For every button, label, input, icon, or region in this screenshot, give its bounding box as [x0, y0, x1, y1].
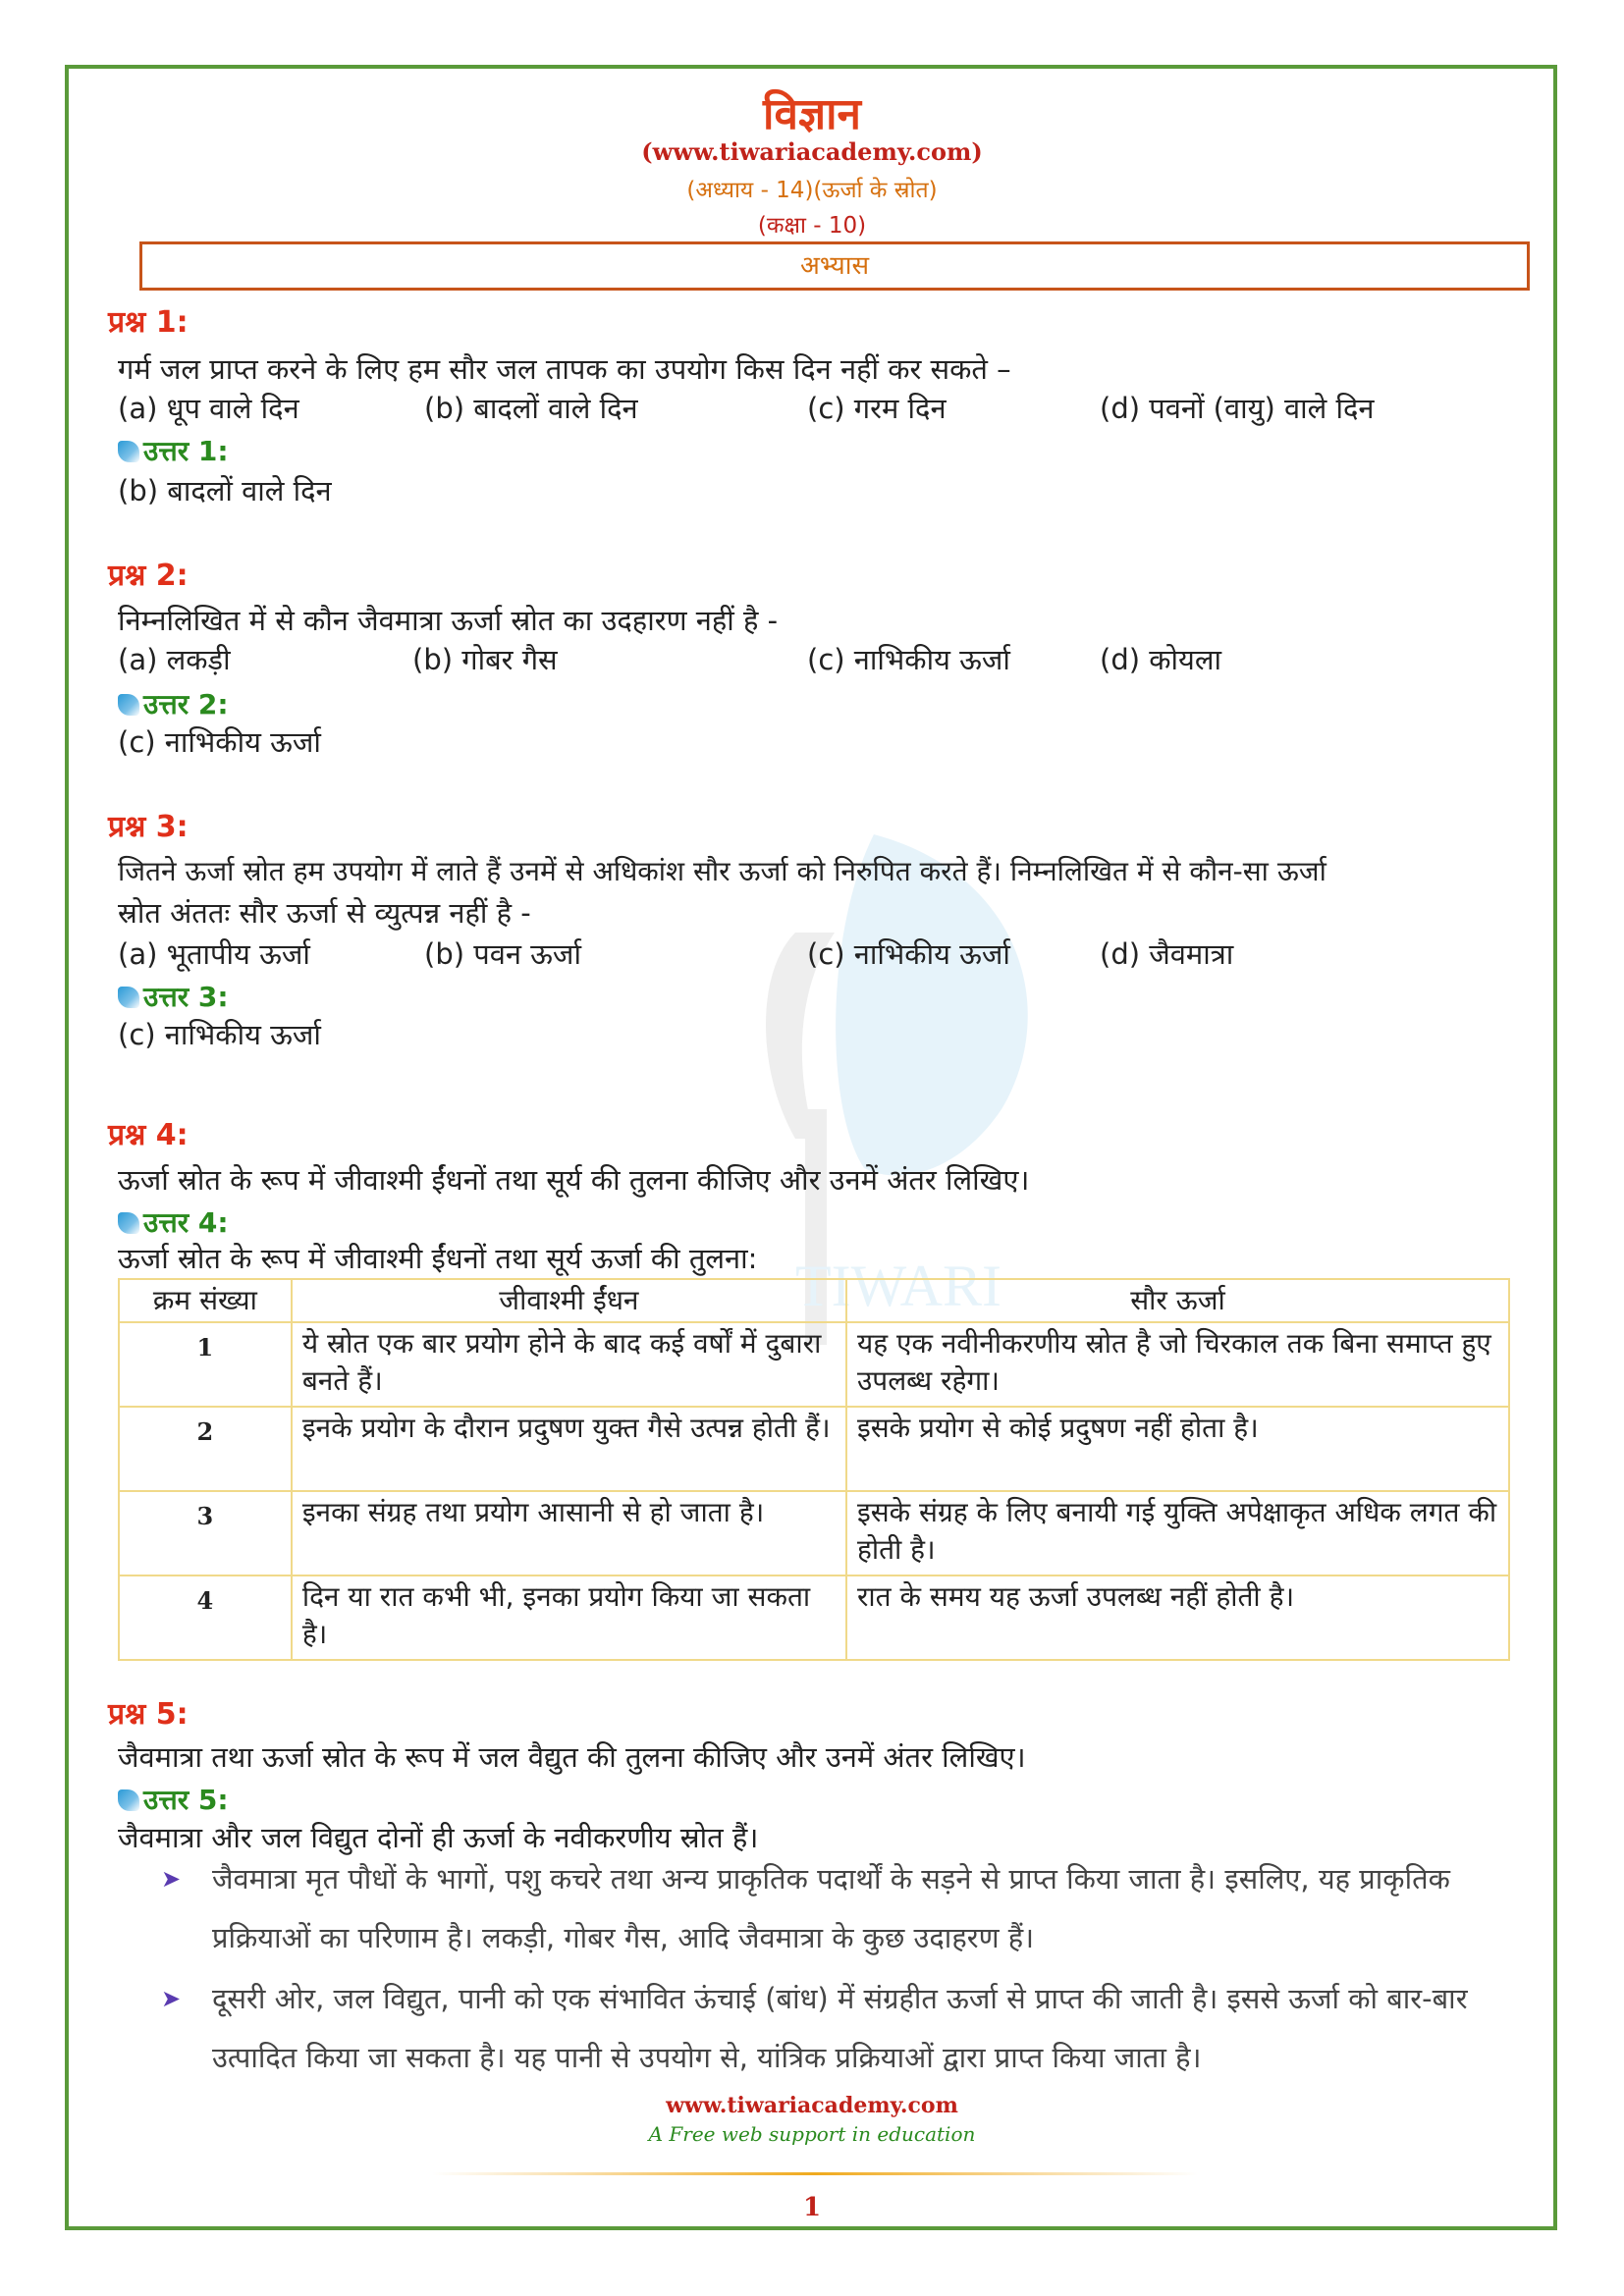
row-number: 1	[119, 1322, 292, 1407]
question-5-label: प्रश्न 5:	[108, 1697, 189, 1732]
q3-option-c: (c) नाभिकीय ऊर्जा	[807, 937, 1010, 971]
fossil-cell: ये स्रोत एक बार प्रयोग होने के बाद कई वर्षों में दुबारा बनते हैं।	[292, 1322, 846, 1407]
row-number: 4	[119, 1575, 292, 1660]
tiwari-logo-icon	[118, 1212, 139, 1234]
answer-1-label: उत्तर 1:	[118, 432, 229, 469]
table-header-row	[119, 1279, 1509, 1322]
q3-option-b: (b) पवन ऊर्जा	[424, 937, 581, 971]
fossil-cell: दिन या रात कभी भी, इनका प्रयोग किया जा सकता है।	[292, 1575, 846, 1660]
tiwari-logo-icon	[118, 987, 139, 1008]
q1-option-b: (b) बादलों वाले दिन	[424, 392, 638, 425]
solar-cell: इसके प्रयोग से कोई प्रदुषण नहीं होता है।	[846, 1407, 1509, 1491]
solar-cell: रात के समय यह ऊर्जा उपलब्ध नहीं होती है।	[846, 1575, 1509, 1660]
watermark-text: TIWARI	[795, 1254, 1001, 1318]
question-2-label: प्रश्न 2:	[108, 559, 189, 593]
answer-5-bullet: ➤ जैवमात्रा मृत पौधों के भागों, पशु कचरे तथा अन्य प्राकृतिक पदार्थों के सड़ने से प्राप्त किया जाता है। इसलिए, यह प्राकृतिक प्रक्रियाओं का परिणाम है। लकड़ी, गोबर गैस, आदि जैवमात्रा के कुछ उदाहरण हैं।	[165, 1849, 1540, 1967]
q3-option-a: (a) भूतापीय ऊर्जा	[118, 937, 310, 971]
q2-option-c: (c) नाभिकीय ऊर्जा	[807, 643, 1010, 676]
exercise-heading: अभ्यास	[139, 241, 1530, 291]
question-5-text: जैवमात्रा तथा ऊर्जा स्रोत के रूप में जल वैद्युत की तुलना कीजिए और उनमें अंतर लिखिए।	[118, 1740, 1026, 1774]
solar-cell: इसके संग्रह के लिए बनायी गई युक्ति अपेक्षाकृत अधिक लगत की होती है।	[846, 1491, 1509, 1575]
question-4-text: ऊर्जा स्रोत के रूप में जीवाश्मी ईंधनों तथा सूर्य की तुलना कीजिए और उनमें अंतर लिखिए।	[118, 1163, 1030, 1197]
q1-option-c: (c) गरम दिन	[807, 392, 947, 425]
answer-3-text: (c) नाभिकीय ऊर्जा	[118, 1018, 321, 1051]
tiwari-logo-icon	[118, 441, 139, 462]
table-row	[119, 1575, 1509, 1660]
answer-5-label: उत्तर 5:	[118, 1781, 229, 1818]
question-3-text-line1: जितने ऊर्जा स्रोत हम उपयोग में लाते हैं उनमें से अधिकांश सौर ऊर्जा को निरुपित करते हैं। निम्नलिखित में से कौन-सा ऊर्जा	[118, 855, 1326, 887]
page-number: 1	[802, 2193, 822, 2222]
question-1-label: प्रश्न 1:	[108, 305, 189, 340]
fossil-cell: इनके प्रयोग के दौरान प्रदुषण युक्त गैसे उत्पन्न होती हैं।	[292, 1407, 846, 1491]
question-1-text: गर्म जल प्राप्त करने के लिए हम सौर जल तापक का उपयोग किस दिन नहीं कर सकते –	[118, 352, 1011, 386]
table-header-solar: सौर ऊर्जा	[846, 1279, 1509, 1322]
class-label: (कक्षा - 10)	[757, 213, 867, 239]
table-row	[119, 1407, 1509, 1491]
arrow-bullet-icon: ➤	[161, 1985, 182, 2012]
q1-option-a: (a) धूप वाले दिन	[118, 392, 299, 425]
row-number: 3	[119, 1491, 292, 1575]
chapter-label: (अध्याय - 14)(ऊर्जा के स्रोत)	[686, 178, 938, 203]
tiwari-logo-icon	[118, 694, 139, 716]
answer-2-label: उत्तर 2:	[118, 685, 229, 722]
comparison-table	[118, 1278, 1510, 1661]
q2-option-a: (a) लकड़ी	[118, 643, 231, 676]
answer-2-text: (c) नाभिकीय ऊर्जा	[118, 725, 321, 759]
tiwari-logo-icon	[118, 1789, 139, 1811]
site-url[interactable]: (www.tiwariacademy.com)	[641, 137, 983, 166]
table-row	[119, 1491, 1509, 1575]
arrow-bullet-icon: ➤	[161, 1865, 182, 1893]
q3-option-d: (d) जैवमात्रा	[1100, 937, 1234, 971]
question-4-label: प्रश्न 4:	[108, 1118, 189, 1152]
q2-option-d: (d) कोयला	[1100, 643, 1222, 676]
table-header-fossil: जीवाश्मी ईंधन	[292, 1279, 846, 1322]
page-title: विज्ञान	[763, 89, 861, 139]
table-row	[119, 1322, 1509, 1407]
answer-4-intro: ऊर्जा स्रोत के रूप में जीवाश्मी ईंधनों तथा सूर्य ऊर्जा की तुलना:	[118, 1242, 758, 1275]
q1-option-d: (d) पवनों (वायु) वाले दिन	[1100, 392, 1375, 425]
answer-5-bullet: ➤ दूसरी ओर, जल विद्युत, पानी को एक संभावित ऊंचाई (बांध) में संग्रहीत ऊर्जा से प्राप्त की जाती है। इससे ऊर्जा को बार-बार उत्पादित किया जा सकता है। यह पानी से उपयोग से, यांत्रिक प्रक्रियाओं द्वारा प्राप्त किया जाता है।	[165, 1969, 1540, 2087]
q2-option-b: (b) गोबर गैस	[412, 643, 558, 676]
question-3-label: प्रश्न 3:	[108, 810, 189, 844]
answer-3-label: उत्तर 3:	[118, 978, 229, 1015]
solar-cell: यह एक नवीनीकरणीय स्रोत है जो चिरकाल तक बिना समाप्त हुए उपलब्ध रहेगा।	[846, 1322, 1509, 1407]
fossil-cell: इनका संग्रह तथा प्रयोग आसानी से हो जाता है।	[292, 1491, 846, 1575]
question-2-text: निम्नलिखित में से कौन जैवमात्रा ऊर्जा स्रोत का उदहारण नहीं है -	[118, 604, 779, 637]
answer-4-label: उत्तर 4:	[118, 1203, 229, 1241]
row-number: 2	[119, 1407, 292, 1491]
footer-tagline: A Free web support in education	[648, 2122, 976, 2146]
answer-1-text: (b) बादलों वाले दिन	[118, 474, 332, 507]
answer-5-intro: जैवमात्रा और जल विद्युत दोनों ही ऊर्जा के नवीकरणीय स्रोत हैं।	[118, 1821, 759, 1854]
footer-site-url[interactable]: www.tiwariacademy.com	[666, 2093, 958, 2118]
question-3-text-line2: स्रोत अंततः सौर ऊर्जा से व्युत्पन्न नहीं है -	[118, 896, 531, 930]
table-header-sno: क्रम संख्या	[119, 1279, 292, 1322]
footer-divider	[432, 2172, 1198, 2175]
